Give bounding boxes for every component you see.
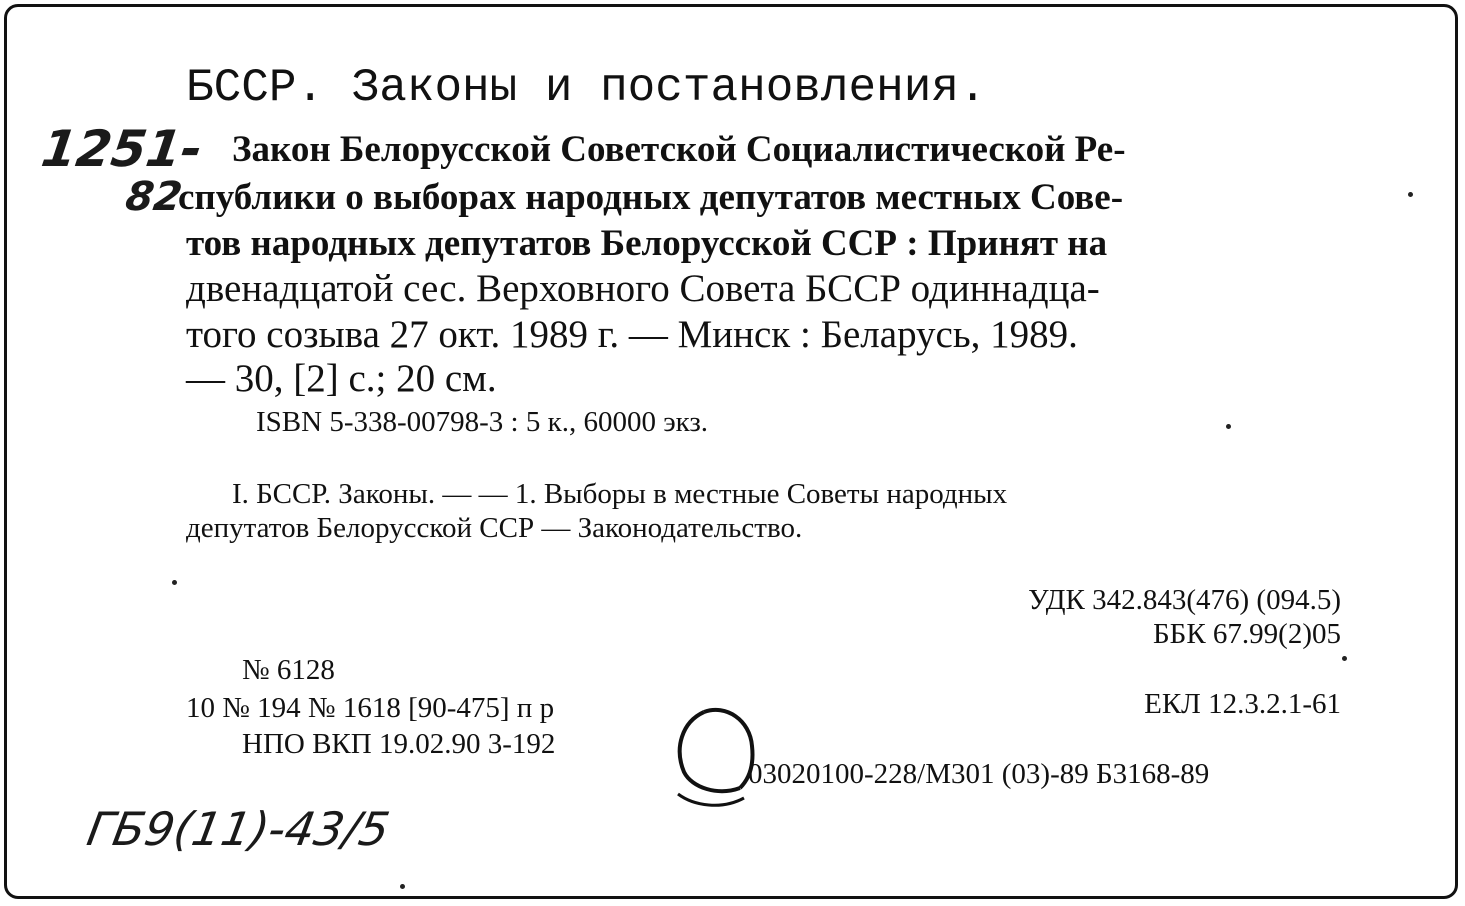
- catalog-code-line: 03020100-228/М301 (03)-89 Б3168-89: [748, 758, 1210, 790]
- description-line-1: Закон Белорусской Советской Социалистической Ре-: [232, 129, 1126, 170]
- speck: [1408, 192, 1413, 197]
- description-line-6: — 30, [2] с.; 20 см.: [186, 357, 497, 400]
- description-line-2: спублики о выборах народных депутатов местных Сове-: [178, 177, 1124, 218]
- card-heading: БССР. Законы и постановления.: [186, 62, 987, 114]
- description-line-5: того созыва 27 окт. 1989 г. — Минск : Беларусь, 1989.: [186, 313, 1078, 356]
- subject-line-1: I. БССР. Законы. — — 1. Выборы в местные Советы народных: [232, 478, 1008, 510]
- order-number: № 6128: [242, 654, 335, 686]
- description-line-4: двенадцатой сес. Верховного Совета БССР одиннадца-: [186, 267, 1100, 310]
- isbn-line: ISBN 5-338-00798-3 : 5 к., 60000 экз.: [256, 406, 709, 438]
- print-info-line-2: НПО ВКП 19.02.90 3-192: [242, 728, 556, 760]
- speck: [1342, 656, 1347, 661]
- circle-stamp-mark: [664, 700, 760, 810]
- handwritten-number-line1: 1251-: [37, 120, 206, 178]
- speck: [172, 580, 177, 585]
- print-info-line-1: 10 № 194 № 1618 [90-475] п р: [186, 692, 555, 724]
- udk-classification: УДК 342.843(476) (094.5): [1028, 584, 1341, 616]
- handwritten-shelfmark: ГБ9(11)-43/5: [83, 802, 394, 856]
- subject-line-2: депутатов Белорусской ССР — Законодательство.: [186, 512, 803, 544]
- speck: [1226, 424, 1231, 429]
- handwritten-number-line2: 82: [122, 174, 185, 220]
- ekl-code: ЕКЛ 12.3.2.1-61: [1144, 688, 1341, 720]
- bbk-classification: ББК 67.99(2)05: [1153, 618, 1341, 650]
- description-line-3: тов народных депутатов Белорусской ССР : Принят на: [186, 223, 1108, 264]
- speck: [400, 884, 405, 889]
